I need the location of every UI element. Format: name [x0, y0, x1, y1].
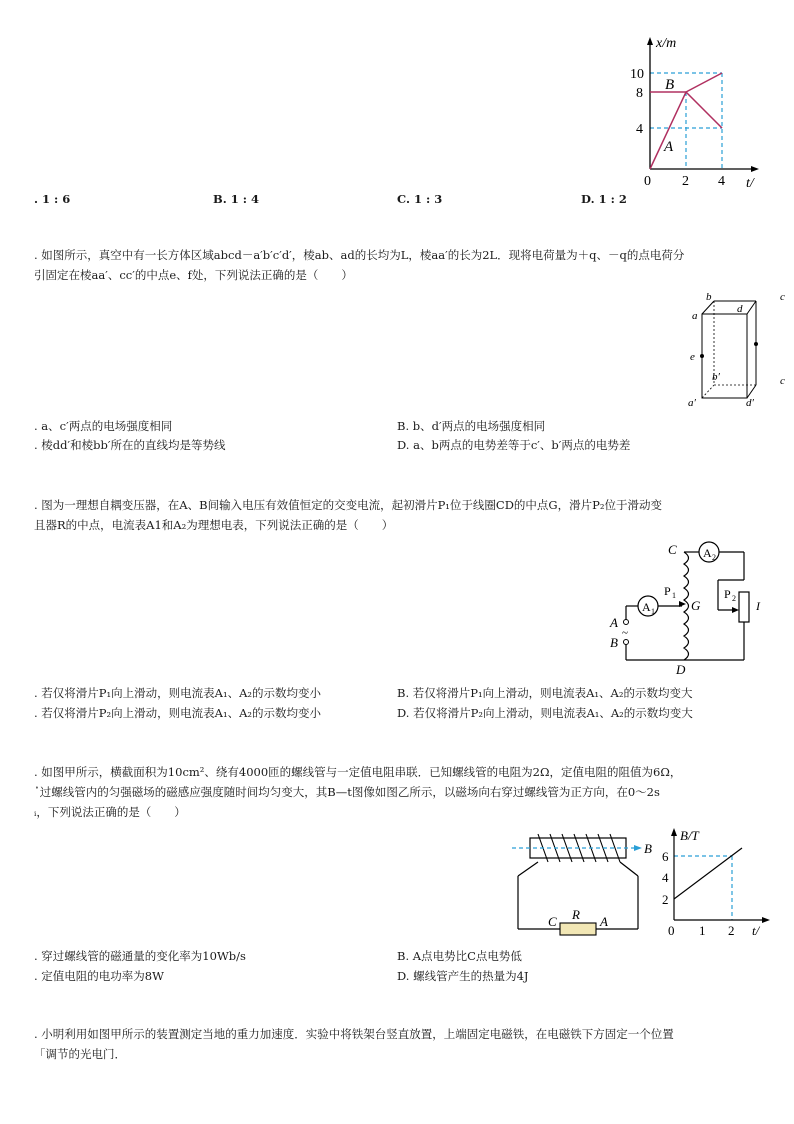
box-option-d: D. a、b两点的电势差等于c′、b′两点的电势差: [397, 438, 631, 452]
svg-text:A: A: [610, 615, 618, 630]
svg-text:B/T: B/T: [680, 828, 699, 843]
svg-text:A: A: [600, 914, 608, 929]
label-A: A: [664, 139, 674, 155]
transformer-option-c: . 若仅将滑片P₂向上滑动，则电流表A₁、A₂的示数均变小: [34, 706, 321, 720]
svg-text:A: A: [703, 546, 712, 560]
svg-text:b′: b′: [712, 371, 720, 383]
svg-text:G: G: [691, 598, 701, 613]
svg-text:B: B: [610, 635, 618, 650]
y-tick-4: 4: [636, 122, 643, 137]
svg-text:A: A: [642, 600, 651, 614]
charge-f: [754, 342, 758, 346]
transformer-stem-2: 且器R的中点，电流表A1和A₂为理想电表，下列说法正确的是（ ）: [34, 518, 394, 532]
svg-text:t/: t/: [752, 923, 760, 938]
next-stem-1: . 小明利用如图甲所示的装置测定当地的重力加速度．实验中将铁架台竖直放置，上端固定电磁铁，在电磁铁下方固定一个位置: [34, 1027, 674, 1041]
solenoid-stem-2: ᾿过螺线管内的匀强磁场的磁感应强度随时间均匀变大，其B—t图像如图乙所示，以磁场向右穿过螺线管为正方向，在0～2s: [34, 785, 660, 799]
svg-text:2: 2: [728, 923, 735, 938]
xt-graph: [630, 35, 790, 195]
coil: [684, 552, 689, 660]
box-stem-1: . 如图所示，真空中有一长方体区域abcd－a′b′c′d′，棱ab、ad的长均为L，棱aa′的长为2L．现将电荷量为＋q、－q的点电荷分: [34, 248, 685, 262]
prev-option-c: C. 1 : 3: [397, 192, 443, 206]
svg-text:4: 4: [662, 870, 669, 885]
svg-text:a: a: [692, 310, 698, 322]
svg-text:P: P: [724, 587, 731, 601]
solenoid-option-a: . 穿过螺线管的磁通量的变化率为10Wb/s: [34, 949, 246, 963]
transformer-stem-1: . 图为一理想自耦变压器，在A、B间输入电压有效值恒定的交变电流，起初滑片P₁位于线圈CD的中点G，滑片P₂位于滑动变: [34, 498, 662, 512]
bt-graph: [662, 824, 782, 940]
x-tick-2: 2: [682, 174, 689, 189]
transformer-option-b: B. 若仅将滑片P₁向上滑动，则电流表A₁、A₂的示数均变大: [397, 686, 693, 700]
svg-text:c: c: [780, 291, 785, 303]
svg-text:1: 1: [651, 607, 655, 616]
svg-text:d: d: [737, 303, 743, 315]
y-tick-10: 10: [630, 67, 644, 82]
svg-text:D: D: [676, 662, 686, 677]
y-axis-label: x/m: [656, 36, 677, 51]
svg-text:b: b: [706, 291, 712, 303]
svg-text:C: C: [668, 542, 677, 557]
box-stem-2: 引固定在棱aa′、cc′的中点e、f处，下列说法正确的是（ ）: [34, 268, 353, 282]
svg-text:a′: a′: [688, 397, 696, 409]
svg-text:e: e: [690, 351, 695, 363]
svg-text:d′: d′: [746, 397, 754, 409]
transformer-figure: [606, 538, 786, 678]
svg-text:2: 2: [712, 553, 716, 562]
svg-text:C: C: [548, 914, 557, 929]
svg-text:I: I: [756, 599, 760, 613]
x-tick-0: 0: [644, 174, 651, 189]
svg-text:c: c: [780, 375, 785, 387]
svg-text:~: ~: [622, 627, 628, 639]
next-stem-2: 「调节的光电门．: [34, 1047, 126, 1061]
solenoid-stem-1: . 如图甲所示，横截面积为10cm²、绕有4000匝的螺线管与一定值电阻串联．已知螺线管的电阻为2Ω，定值电阻的阻值为6Ω，: [34, 765, 682, 779]
charge-e: [700, 354, 704, 358]
box-option-c: . 棱dd′和棱bb′所在的直线均是等势线: [34, 438, 226, 452]
transformer-option-a: . 若仅将滑片P₁向上滑动，则电流表A₁、A₂的示数均变小: [34, 686, 321, 700]
solenoid-option-d: D. 螺线管产生的热量为4J: [397, 969, 529, 983]
prev-option-b: B. 1 : 4: [213, 192, 259, 206]
solenoid-figure: [508, 828, 658, 938]
solenoid-option-b: B. A点电势比C点电势低: [397, 949, 522, 963]
x-tick-4: 4: [718, 174, 725, 189]
svg-text:P: P: [664, 584, 671, 598]
solenoid-option-c: . 定值电阻的电功率为8W: [34, 969, 164, 983]
transformer-option-d: D. 若仅将滑片P₂向上滑动，则电流表A₁、A₂的示数均变大: [397, 706, 693, 720]
prev-option-d: D. 1 : 2: [581, 192, 627, 206]
svg-text:1: 1: [699, 923, 706, 938]
solenoid-stem-3: ᵢ，下列说法正确的是（ ）: [34, 805, 186, 819]
cuboid-figure: [686, 292, 786, 412]
svg-text:B: B: [644, 841, 652, 856]
svg-text:R: R: [572, 907, 580, 922]
box-option-b: B. b、d′两点的电场强度相同: [397, 419, 546, 433]
y-tick-8: 8: [636, 86, 643, 101]
svg-text:2: 2: [732, 594, 736, 603]
rheostat-r: [739, 592, 749, 622]
slider-p1: [679, 601, 686, 607]
x-axis-label: t/: [746, 176, 754, 191]
svg-text:2: 2: [662, 892, 669, 907]
prev-option-a: . 1 : 6: [34, 192, 71, 206]
label-B: B: [665, 77, 675, 93]
svg-text:1: 1: [672, 591, 676, 600]
resistor-r: [560, 923, 596, 935]
svg-text:0: 0: [668, 923, 675, 938]
svg-text:6: 6: [662, 849, 669, 864]
box-option-a: . a、c′两点的电场强度相同: [34, 419, 173, 433]
